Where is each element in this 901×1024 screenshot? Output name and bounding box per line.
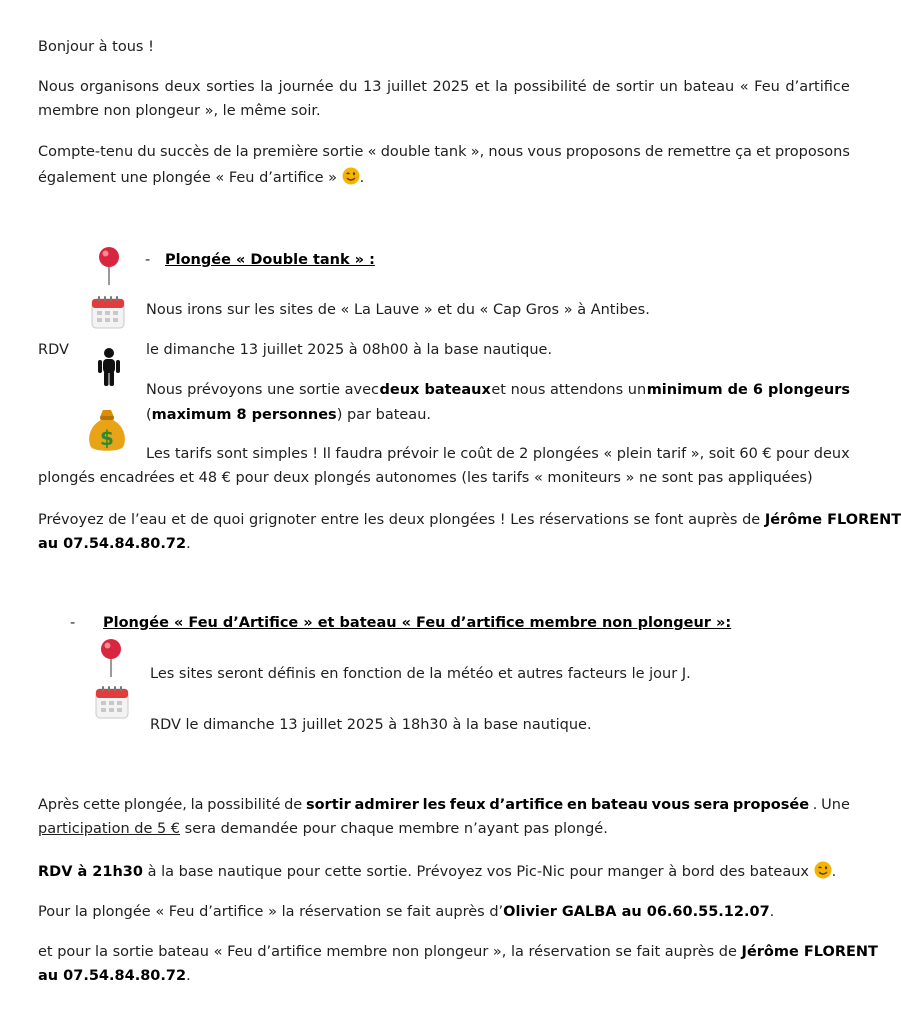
after-rdv bbox=[38, 861, 836, 882]
word: la bbox=[495, 79, 508, 95]
olivier-text: Pour la plongée « Feu d’artifice » la réservation se fait auprès d’ bbox=[38, 904, 504, 920]
word: Une bbox=[821, 797, 850, 813]
word: deux bbox=[164, 79, 201, 95]
intro2-text: également une plongée « Feu d’artifice » bbox=[38, 170, 342, 186]
word: organisons bbox=[80, 79, 160, 95]
boats-text-a: Nous prévoyons une sortie avec bbox=[146, 382, 379, 398]
intro-line-2: membre non plongeur », le même soir. bbox=[38, 103, 321, 119]
greeting: Bonjour à tous ! bbox=[38, 39, 154, 55]
word: bateau bbox=[590, 797, 648, 813]
after-last-line-2 bbox=[38, 966, 191, 986]
word: proposée bbox=[732, 797, 810, 813]
contact-phone: au 07.54.84.80.72 bbox=[38, 536, 187, 552]
word: ! bbox=[312, 446, 319, 462]
word: le bbox=[442, 446, 456, 462]
word: proposons bbox=[774, 144, 850, 160]
intro-line-1 bbox=[38, 77, 850, 97]
word: Les bbox=[146, 446, 171, 462]
intro2-end: . bbox=[359, 170, 365, 186]
word: et bbox=[474, 79, 490, 95]
note-text: Prévoyez de l’eau et de quoi grignoter entre les deux plongées ! Les réservations se font auprès de bbox=[38, 512, 765, 528]
word: la bbox=[235, 144, 249, 160]
after-rdv-end: . bbox=[831, 864, 837, 880]
section1-sites: Nous irons sur les sites de « La Lauve » et du « Cap Gros » à Antibes. bbox=[146, 302, 650, 318]
word: pour bbox=[776, 446, 810, 462]
last-end: . bbox=[186, 968, 191, 984]
after-line-2 bbox=[38, 819, 608, 839]
after-rdv-text: à la base nautique pour cette sortie. Prévoyez vos Pic-Nic pour manger à bord des bateaux bbox=[142, 864, 814, 880]
word: 13 bbox=[363, 79, 382, 95]
word: Nous bbox=[38, 79, 75, 95]
word: un bbox=[659, 79, 678, 95]
word: tarif bbox=[656, 446, 687, 462]
word: tarifs bbox=[174, 446, 213, 462]
word: Après bbox=[38, 797, 80, 813]
section1-note-line-2 bbox=[38, 534, 191, 554]
section2-title-text: Plongée « Feu d’Artifice » et bateau « Feu d’artifice membre non plongeur »: bbox=[103, 615, 732, 631]
section2-rdv: RDV le dimanche 13 juillet 2025 à 18h30 à la base nautique. bbox=[150, 717, 592, 733]
olivier-contact: Olivier GALBA au 06.60.55.12.07 bbox=[503, 904, 770, 920]
calendar-icon bbox=[90, 294, 126, 330]
boats-maximum: maximum 8 personnes bbox=[151, 407, 337, 423]
last-contact-name: Jérôme FLORENT bbox=[741, 944, 878, 960]
word: possibilité bbox=[513, 79, 587, 95]
word: Il bbox=[322, 446, 331, 462]
section1-boats-line-2 bbox=[146, 405, 431, 425]
section2-sites: Les sites seront définis en fonction de la météo et autres facteurs le jour J. bbox=[150, 666, 691, 682]
word: de bbox=[496, 446, 515, 462]
word: plongée, bbox=[123, 797, 187, 813]
after-last-line-1 bbox=[38, 942, 878, 962]
word: simples bbox=[252, 446, 308, 462]
word: admirer bbox=[354, 797, 419, 813]
boats-minimum: minimum de 6 plongeurs bbox=[646, 382, 850, 398]
intro2-line-2 bbox=[38, 167, 364, 188]
word: Feu bbox=[754, 79, 780, 95]
word: d’artifice bbox=[489, 797, 564, 813]
word: de bbox=[645, 144, 664, 160]
word: Compte-tenu bbox=[38, 144, 134, 160]
boats-text-end: ) par bateau. bbox=[336, 407, 431, 423]
pushpin-icon bbox=[96, 246, 122, 286]
word: « bbox=[367, 144, 377, 160]
word: vous bbox=[651, 797, 691, 813]
word: première bbox=[252, 144, 319, 160]
word: cette bbox=[82, 797, 121, 813]
word: soit bbox=[708, 446, 735, 462]
word: journée bbox=[278, 79, 334, 95]
word: coût bbox=[460, 446, 493, 462]
word: sortir bbox=[305, 797, 351, 813]
section1-title-text: Plongée « Double tank » : bbox=[165, 252, 375, 268]
last-contact-phone: au 07.54.84.80.72 bbox=[38, 968, 187, 984]
word: double bbox=[380, 144, 431, 160]
word: « bbox=[603, 446, 613, 462]
after-olivier bbox=[38, 902, 774, 922]
word: bateau bbox=[683, 79, 735, 95]
section2-dash: - bbox=[70, 615, 76, 631]
word: », bbox=[470, 144, 485, 160]
word: « bbox=[739, 79, 749, 95]
boats-count: deux bateaux bbox=[379, 382, 491, 398]
word: sortir bbox=[615, 79, 654, 95]
word: du bbox=[137, 144, 156, 160]
olivier-end: . bbox=[769, 904, 775, 920]
word: prévoir bbox=[387, 446, 439, 462]
rdv-label: RDV bbox=[38, 342, 69, 358]
word: plongées bbox=[532, 446, 599, 462]
note-end: . bbox=[186, 536, 191, 552]
intro2-line-1 bbox=[38, 142, 850, 162]
word: sont bbox=[216, 446, 248, 462]
word: proposons bbox=[565, 144, 641, 160]
word: du bbox=[339, 79, 358, 95]
section1-tarifs-line-1 bbox=[146, 444, 850, 464]
word: remettre bbox=[667, 144, 731, 160]
word: nous bbox=[488, 144, 524, 160]
word: 60 bbox=[739, 446, 758, 462]
boats-text-c: et nous attendons un bbox=[491, 382, 647, 398]
word: ça bbox=[735, 144, 752, 160]
word: plein bbox=[616, 446, 653, 462]
section1-rdv: le dimanche 13 juillet 2025 à 08h00 à la base nautique. bbox=[146, 342, 553, 358]
after-line-2-text: sera demandée pour chaque membre n’ayant pas plongé. bbox=[180, 821, 608, 837]
word: € bbox=[762, 446, 772, 462]
person-icon bbox=[97, 347, 121, 387]
after-line-1 bbox=[38, 795, 850, 815]
word: 2025 bbox=[432, 79, 470, 95]
word: 2 bbox=[519, 446, 529, 462]
rdv-time: RDV à 21h30 bbox=[38, 864, 143, 880]
word: la bbox=[260, 79, 274, 95]
section1-boats-line-1 bbox=[146, 380, 850, 400]
word: . bbox=[812, 797, 818, 813]
word: et bbox=[756, 144, 771, 160]
word: de bbox=[213, 144, 232, 160]
word: possibilité bbox=[207, 797, 281, 813]
section1-dash: - bbox=[145, 252, 151, 268]
calendar-icon bbox=[94, 684, 130, 720]
section2-title bbox=[103, 613, 731, 633]
contact-name: Jérôme FLORENT bbox=[764, 512, 901, 528]
section1-note-line-1 bbox=[38, 510, 901, 530]
word: tank bbox=[434, 144, 467, 160]
word: sortie bbox=[322, 144, 364, 160]
winking-face-icon bbox=[342, 167, 360, 185]
paren-open: ( bbox=[146, 407, 152, 423]
last-text: et pour la sortie bateau « Feu d’artifice membre non plongeur », la réservation se fait auprès de bbox=[38, 944, 742, 960]
word: feux bbox=[449, 797, 486, 813]
word: en bbox=[566, 797, 588, 813]
pushpin-icon bbox=[98, 638, 124, 678]
word: deux bbox=[813, 446, 850, 462]
winking-face-icon bbox=[814, 861, 832, 879]
word: vous bbox=[527, 144, 562, 160]
word: faudra bbox=[335, 446, 383, 462]
word: juillet bbox=[387, 79, 427, 95]
word: la bbox=[190, 797, 204, 813]
section1-title bbox=[165, 250, 375, 270]
word: sorties bbox=[206, 79, 255, 95]
participation-fee: participation de 5 € bbox=[38, 821, 181, 837]
word: d’artifice bbox=[785, 79, 850, 95]
section1-tarifs-line-2: plongés encadrées et 48 € pour deux plongés autonomes (les tarifs « moniteurs » ne sont pas appliquées) bbox=[38, 470, 813, 486]
word: sera bbox=[693, 797, 730, 813]
svg-text:$: $ bbox=[100, 426, 114, 450]
word: de bbox=[592, 79, 611, 95]
word: », bbox=[690, 446, 705, 462]
word: de bbox=[284, 797, 303, 813]
money-bag-icon bbox=[85, 408, 129, 454]
word: succès bbox=[159, 144, 210, 160]
word: les bbox=[422, 797, 447, 813]
